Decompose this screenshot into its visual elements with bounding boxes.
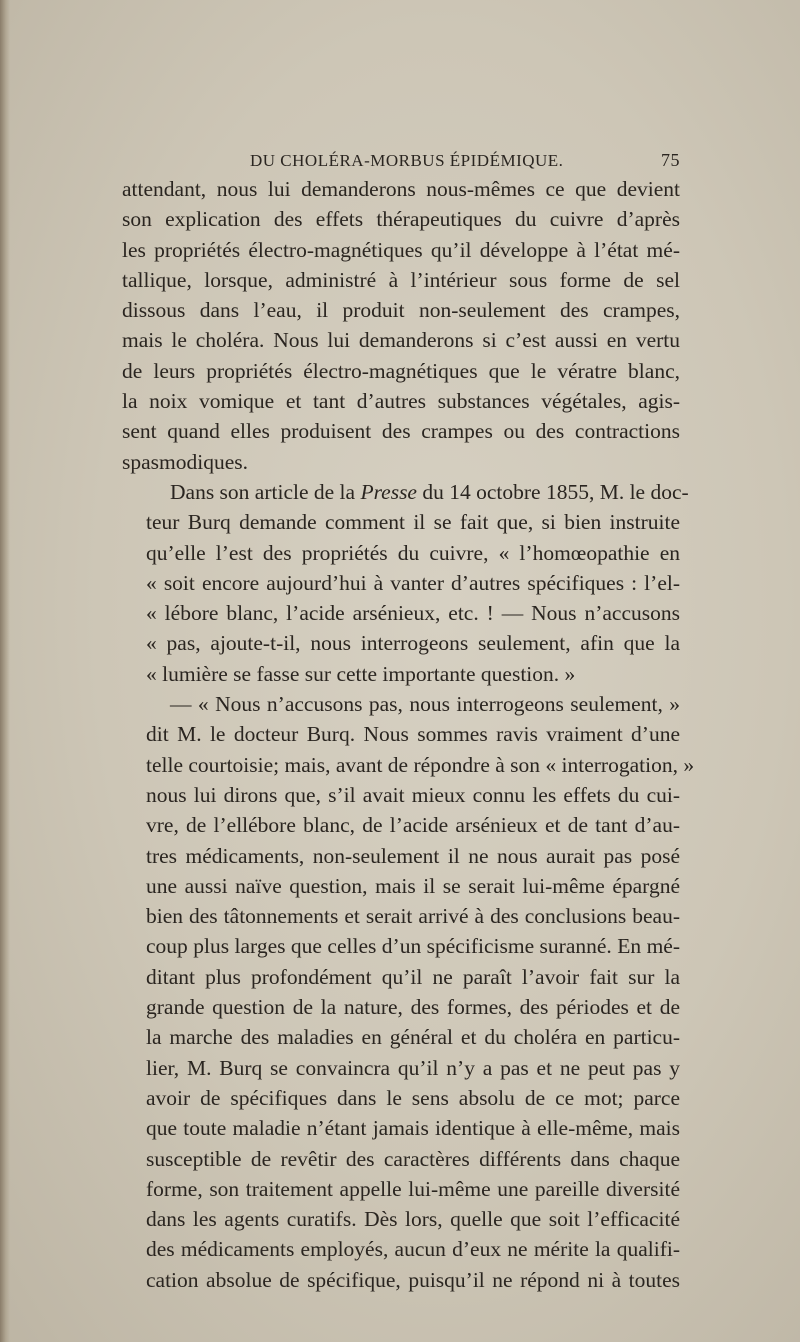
text-line: cation absolue de spécifique, puisqu’il ne répond ni à toutes bbox=[146, 1267, 680, 1292]
text-line: tres médicaments, non-seulement il ne nous aurait pas posé bbox=[146, 843, 680, 868]
text-line: son explication des effets thérapeutiques du cuivre d’après bbox=[122, 207, 680, 232]
paragraph-3 bbox=[122, 689, 695, 1295]
text-line: attendant, nous lui demanderons nous-mêmes ce que devient bbox=[122, 177, 680, 201]
running-title: DU CHOLÉRA-MORBUS ÉPIDÉMIQUE. bbox=[250, 151, 564, 170]
text-line: lier, M. Burq se convaincra qu’il n’y a pas et ne peut pas y bbox=[146, 1055, 680, 1080]
text-line: vre, de l’ellébore blanc, de l’acide arsénieux et de tant d’au- bbox=[146, 813, 680, 838]
text-line: forme, son traitement appelle lui-même une pareille diversité bbox=[146, 1176, 680, 1201]
text-line: de leurs propriétés électro-magnétiques que le vératre blanc, bbox=[122, 358, 680, 383]
text-line: des médicaments employés, aucun d’eux ne mérite la qualifi- bbox=[146, 1237, 680, 1262]
text-line: « lébore blanc, l’acide arsénieux, etc. ! — Nous n’accusons bbox=[146, 601, 680, 626]
page-binding-edge bbox=[0, 0, 10, 1342]
text-line: qu’elle l’est des propriétés du cuivre, « l’homœopathie en bbox=[146, 540, 680, 565]
text-run: du 14 octobre 1855, M. le doc- bbox=[416, 479, 689, 504]
text-line: les propriétés électro-magnétiques qu’il développe à l’état mé- bbox=[122, 237, 680, 262]
text-line: sent quand elles produisent des crampes ou des contractions bbox=[122, 419, 680, 444]
text-line bbox=[122, 477, 689, 507]
text-line: une aussi naïve question, mais il se serait lui-même épargné bbox=[146, 873, 680, 898]
running-header bbox=[250, 150, 680, 171]
text-run: Dans son article de la bbox=[170, 479, 361, 504]
text-line: ditant plus profondément qu’il ne paraît l’avoir fait sur la bbox=[146, 964, 680, 989]
body-text bbox=[122, 174, 695, 1295]
text-line: la marche des maladies en général et du choléra en particu- bbox=[146, 1025, 680, 1050]
text-line: teur Burq demande comment il se fait que, si bien instruite bbox=[146, 510, 680, 535]
text-line: coup plus larges que celles d’un spécificisme suranné. En mé- bbox=[146, 934, 680, 959]
text-line: nous lui dirons que, s’il avait mieux connu les effets du cui- bbox=[146, 782, 680, 807]
text-line: susceptible de revêtir des caractères différents dans chaque bbox=[146, 1146, 680, 1171]
text-line: « pas, ajoute-t-il, nous interrogeons seulement, afin que la bbox=[146, 631, 680, 656]
text-line: — « Nous n’accusons pas, nous interrogeons seulement, » bbox=[170, 692, 680, 717]
text-line: « lumière se fasse sur cette importante question. » bbox=[146, 661, 576, 686]
text-line: mais le choléra. Nous lui demanderons si c’est aussi en vertu bbox=[122, 328, 680, 353]
text-line: dit M. le docteur Burq. Nous sommes ravis vraiment d’une bbox=[146, 722, 680, 747]
text-line: telle courtoisie; mais, avant de répondre à son « interrogation, » bbox=[146, 752, 695, 777]
text-line: avoir de spécifiques dans le sens absolu de ce mot; parce bbox=[146, 1085, 680, 1110]
text-line: dans les agents curatifs. Dès lors, quelle que soit l’efficacité bbox=[146, 1207, 680, 1232]
text-line: bien des tâtonnements et serait arrivé à des conclusions beau- bbox=[146, 904, 680, 929]
text-line: spasmodiques. bbox=[122, 449, 249, 474]
text-line: tallique, lorsque, administré à l’intérieur sous forme de sel bbox=[122, 267, 680, 292]
text-line: dissous dans l’eau, il produit non-seulement des crampes, bbox=[122, 298, 680, 323]
paragraph-1 bbox=[122, 174, 680, 477]
text-line: la noix vomique et tant d’autres substances végétales, agis- bbox=[122, 389, 680, 414]
text-line: que toute maladie n’étant jamais identique à elle-même, mais bbox=[146, 1116, 680, 1141]
text-line: « soit encore aujourd’hui à vanter d’autres spécifiques : l’el- bbox=[146, 570, 680, 595]
italic-journal-title: Presse bbox=[360, 479, 417, 504]
page-number: 75 bbox=[661, 150, 680, 170]
text-line: grande question de la nature, des formes, des périodes et de bbox=[146, 995, 680, 1020]
paragraph-2 bbox=[122, 477, 689, 689]
